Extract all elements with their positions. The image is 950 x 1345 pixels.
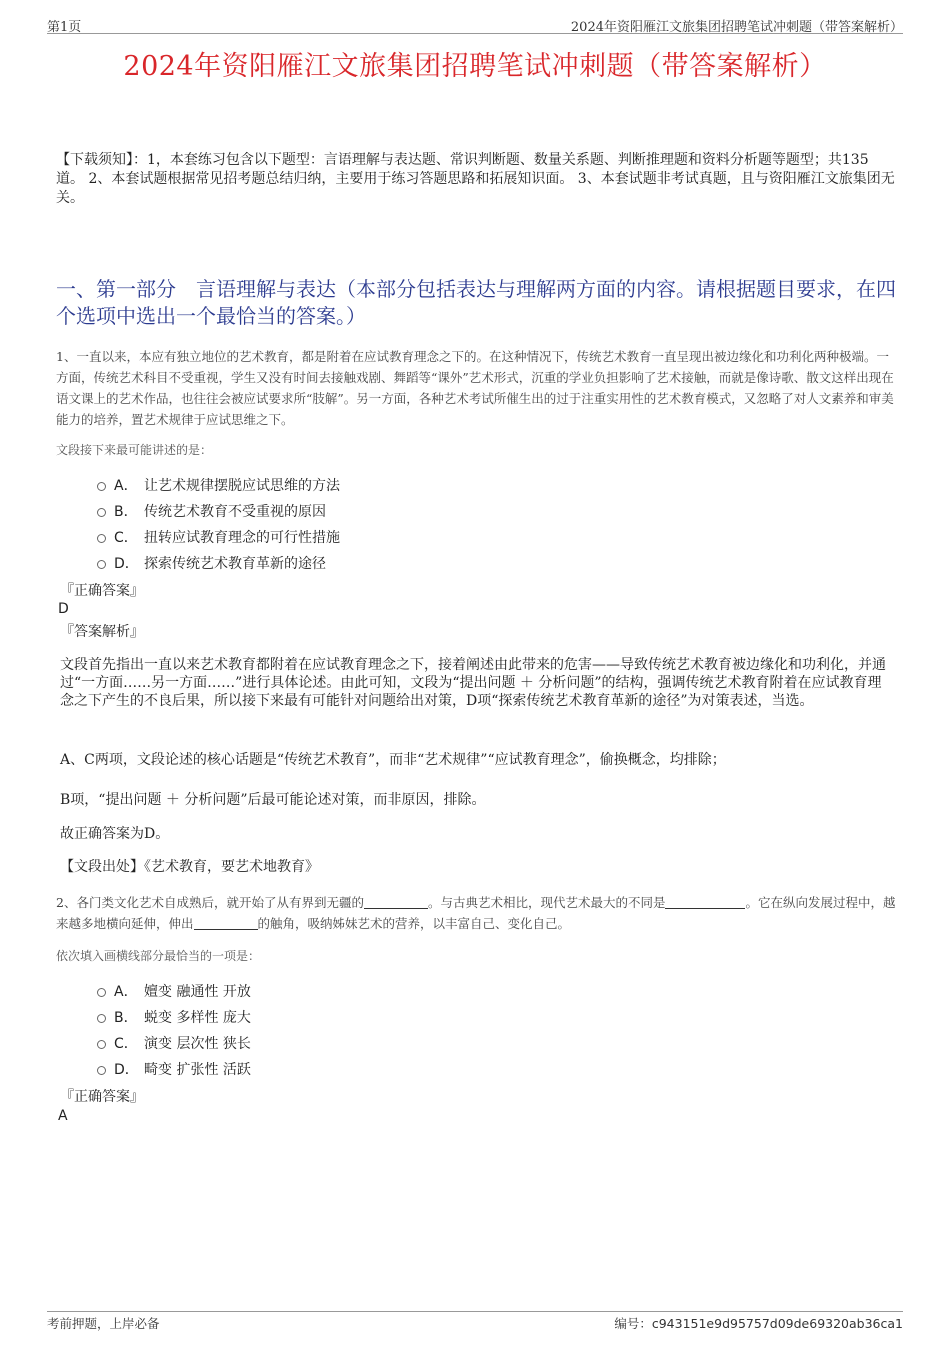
q2-option-b[interactable]: B． 蜕变 多样性 庞大 <box>97 1008 251 1028</box>
q1-analysis-label: 『答案解析』 <box>60 624 144 640</box>
q2-option-a[interactable]: A． 嬗变 融通性 开放 <box>97 982 251 1002</box>
radio-icon[interactable] <box>97 1040 106 1049</box>
download-notice: 【下载须知】：1，本套练习包含以下题型：言语理解与表达题、常识判断题、数量关系题、判断推理题和资料分析题等题型；共135道。 2、本套试题根据常见招考题总结归纳，主要用于练习答题思路和拓展知识面。 3、本套试题非考试真题，且与资阳雁江文旅集团无关。 <box>56 152 895 206</box>
q2-option-c[interactable]: C． 演变 层次性 狭长 <box>97 1034 251 1054</box>
radio-icon[interactable] <box>97 482 106 491</box>
page-number: 第1页 <box>47 20 82 35</box>
q2-passage: 2、各门类文化艺术自成熟后，就开始了从有界到无疆的 。与古典艺术相比，现代艺术最大的不同是 。它在纵向发展过程中，越来越多地横向延伸，伸出 的触角，吸纳姊妹艺术的营养，以丰富自己、变化自己。 <box>56 895 896 931</box>
q1-answer-label: 『正确答案』 <box>60 583 144 599</box>
q1-answer: D <box>58 601 69 617</box>
blank-3[interactable] <box>194 917 258 930</box>
header-doc-title: 2024年资阳雁江文旅集团招聘笔试冲刺题（带答案解析） <box>570 20 903 35</box>
blank-1[interactable] <box>364 896 428 909</box>
q2-question: 依次填入画横线部分最恰当的一项是： <box>56 949 261 963</box>
q1-option-c[interactable]: C． 扭转应试教育理念的可行性措施 <box>97 528 340 548</box>
footer-code: 编号：c943151e9d95757d09de69320ab36ca1 <box>614 1316 903 1331</box>
q1-analysis-1: 文段首先指出一直以来艺术教育都附着在应试教育理念之下，接着阐述由此带来的危害——导致传统艺术教育被边缘化和功利化，并通过“一方面……另一方面……”进行具体论述。由此可知，文段为“提出问题 ＋ 分析问题”的结构，强调传统艺术教育附着在应试教育理念之下产生的不良后果，所以接下来最有可能针对问题给出对策，D项“探索传统艺术教育革新的途径”为对策表述，当选。 <box>60 657 886 709</box>
radio-icon[interactable] <box>97 508 106 517</box>
page-title: 2024年资阳雁江文旅集团招聘笔试冲刺题（带答案解析） <box>123 51 827 82</box>
radio-icon[interactable] <box>97 988 106 997</box>
q1-option-b[interactable]: B． 传统艺术教育不受重视的原因 <box>97 502 326 522</box>
q1-option-d[interactable]: D． 探索传统艺术教育革新的途径 <box>97 554 326 574</box>
q2-option-d[interactable]: D． 畸变 扩张性 活跃 <box>97 1060 251 1080</box>
q1-passage: 1、一直以来，本应有独立地位的艺术教育，都是附着在应试教育理念之下的。在这种情况下，传统艺术教育一直呈现出被边缘化和功利化两种极端。一方面，传统艺术科目不受重视，学生又没有时间去接触戏剧、舞蹈等“课外”艺术形式，沉重的学业负担影响了艺术接触，而就是像诗歌、散文这样出现在语文课上的艺术作品，也往往会被应试要求所“肢解”。另一方面，各种艺术考试所催生出的过于注重实用性的艺术教育模式，又忽略了对人文素养和审美能力的培养，置艺术规律于应试思维之下。 <box>56 349 894 427</box>
q1-analysis-3: B项，“提出问题 ＋ 分析问题”后最可能论述对策，而非原因，排除。 <box>60 792 486 808</box>
radio-icon[interactable] <box>97 1066 106 1075</box>
q1-option-a[interactable]: A． 让艺术规律摆脱应试思维的方法 <box>97 476 340 496</box>
q1-question: 文段接下来最可能讲述的是： <box>56 443 213 457</box>
q2-answer: A <box>58 1108 68 1124</box>
q1-analysis-2: A、C两项，文段论述的核心话题是“传统艺术教育”，而非“艺术规律”“应试教育理念”，偷换概念，均排除； <box>60 752 726 768</box>
radio-icon[interactable] <box>97 1014 106 1023</box>
q2-answer-label: 『正确答案』 <box>60 1089 144 1105</box>
blank-2[interactable] <box>665 896 745 909</box>
radio-icon[interactable] <box>97 560 106 569</box>
q1-analysis-4: 故正确答案为D。 <box>60 826 170 842</box>
footer-divider <box>47 1311 903 1312</box>
footer-slogan: 考前押题，上岸必备 <box>47 1316 160 1331</box>
header-divider <box>47 33 903 34</box>
section-heading: 一、第一部分 言语理解与表达（本部分包括表达与理解两方面的内容。请根据题目要求，在四个选项中选出一个最恰当的答案。） <box>56 277 896 328</box>
radio-icon[interactable] <box>97 534 106 543</box>
q1-source: 【文段出处】《艺术教育，要艺术地教育》 <box>60 859 319 875</box>
